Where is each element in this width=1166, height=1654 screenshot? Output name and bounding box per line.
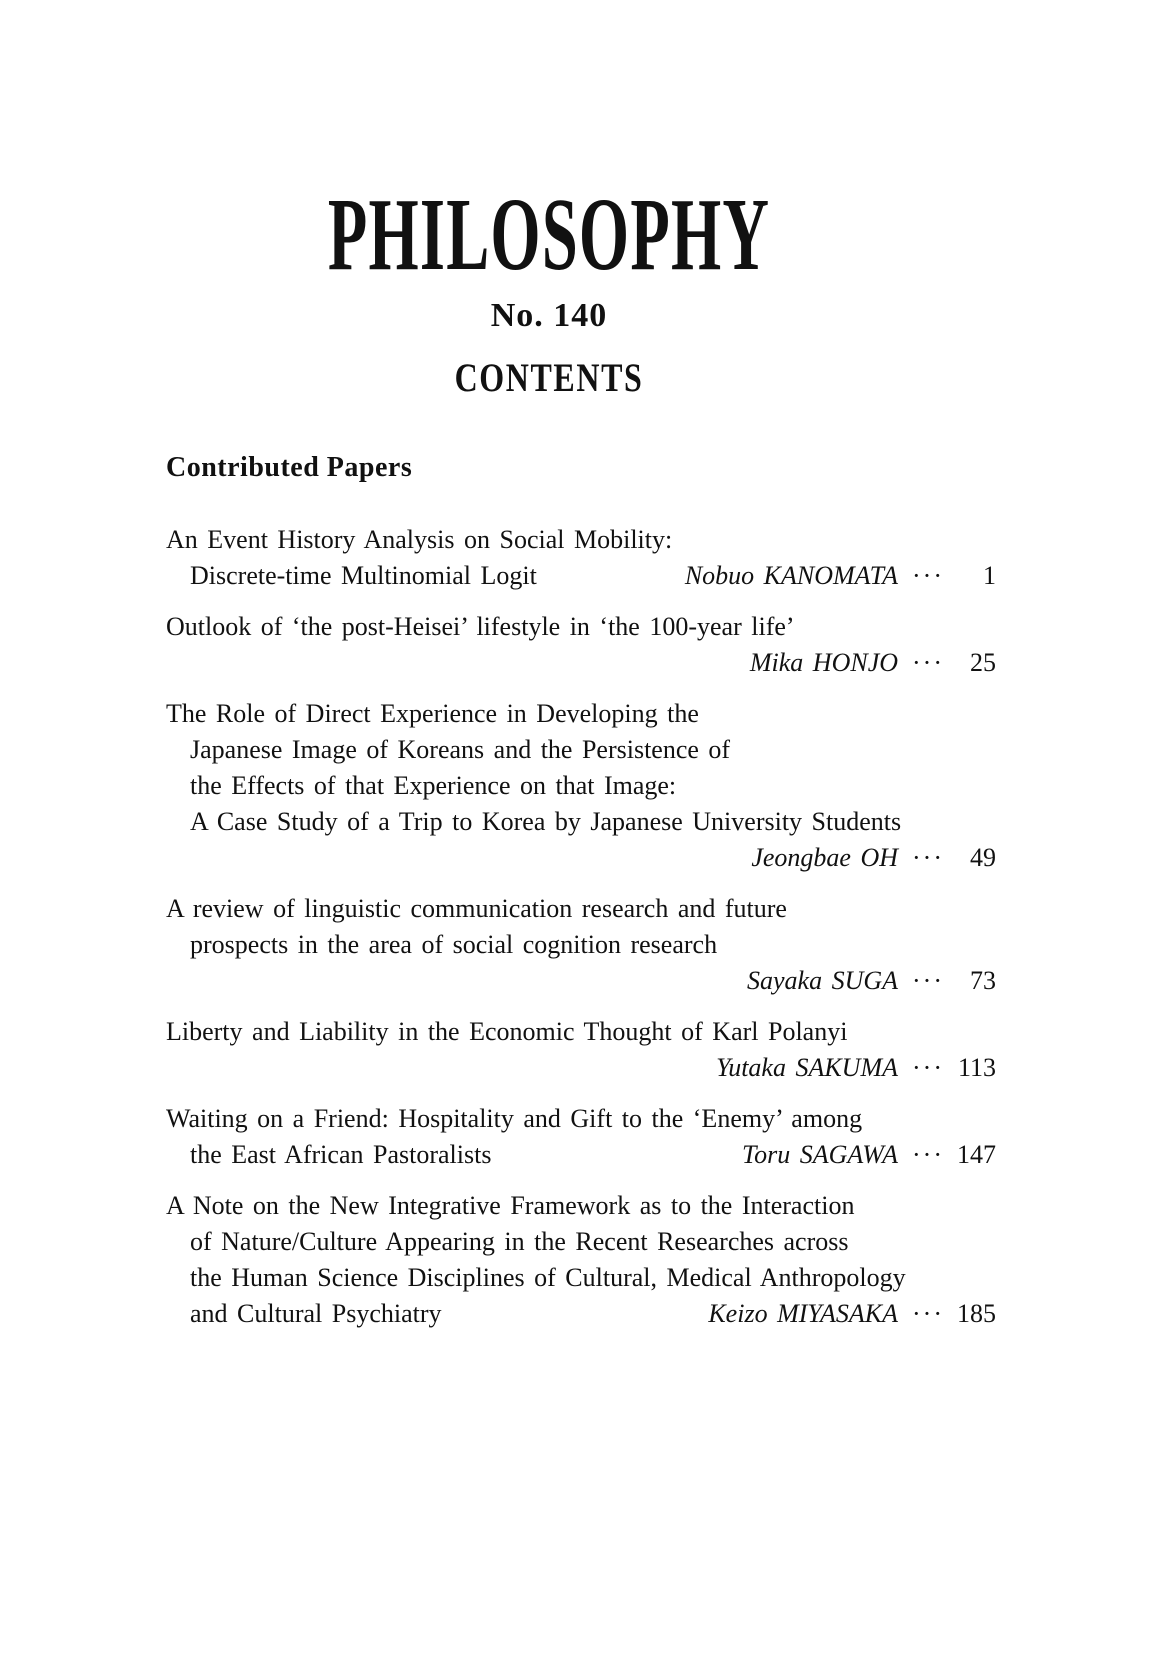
- author-name: Yutaka SAKUMA: [716, 1053, 899, 1082]
- journal-title: PHILOSOPHY: [327, 177, 771, 292]
- entry-title-text: the Effects of that Experience on that Image:: [190, 771, 677, 800]
- author-page-group: [685, 558, 996, 594]
- entry-title-text: the Human Science Disciplines of Cultural, Medical Anthropology: [190, 1263, 906, 1292]
- author-name: Mika HONJO: [749, 648, 899, 677]
- page-number: 147: [957, 1140, 996, 1169]
- toc-line: [166, 522, 996, 558]
- content-column: [166, 0, 996, 1332]
- toc-entry: [166, 696, 996, 876]
- table-of-contents: [166, 522, 996, 1332]
- toc-line: [166, 891, 996, 927]
- toc-line: [166, 1101, 996, 1137]
- toc-line: [166, 609, 996, 645]
- leader-dots: ···: [912, 1299, 944, 1328]
- entry-title-text: A Note on the New Integrative Framework as to the Interaction: [166, 1191, 855, 1220]
- toc-line: [166, 1260, 996, 1296]
- leader-dots: ···: [912, 648, 944, 677]
- toc-line: [166, 963, 996, 999]
- toc-line: [166, 804, 996, 840]
- toc-line: [166, 1050, 996, 1086]
- entry-title-text: The Role of Direct Experience in Developing the: [166, 699, 699, 728]
- entry-title-text: Discrete-time Multinomial Logit: [190, 561, 537, 590]
- leader-dots: ···: [912, 561, 944, 590]
- toc-line: [166, 1296, 996, 1332]
- author-page-group: [742, 1137, 996, 1173]
- contents-heading: CONTENTS: [454, 355, 644, 400]
- toc-line: [166, 1224, 996, 1260]
- page-number: 49: [970, 843, 996, 872]
- page-number: 113: [957, 1053, 996, 1082]
- page-number: 1: [983, 561, 996, 590]
- title-block: [166, 177, 996, 400]
- toc-line: [166, 1014, 996, 1050]
- entry-title-text: A Case Study of a Trip to Korea by Japanese University Students: [190, 807, 902, 836]
- section-heading: Contributed Papers: [166, 452, 413, 483]
- author-page-group: [716, 1050, 996, 1086]
- author-name: Jeongbae OH: [751, 843, 899, 872]
- toc-line: [166, 768, 996, 804]
- author-name: Nobuo KANOMATA: [684, 561, 899, 590]
- toc-entry: [166, 891, 996, 999]
- toc-entry: [166, 609, 996, 681]
- leader-dots: ···: [912, 843, 944, 872]
- leader-dots: ···: [912, 966, 944, 995]
- toc-line: [166, 927, 996, 963]
- toc-line: [166, 1137, 996, 1173]
- entry-title-text: A review of linguistic communication research and future: [166, 894, 787, 923]
- page-number: 25: [970, 648, 996, 677]
- entry-title-text: Waiting on a Friend: Hospitality and Gift to the ‘Enemy’ among: [166, 1104, 863, 1133]
- entry-title-text: of Nature/Culture Appearing in the Recent Researches across: [190, 1227, 849, 1256]
- page-number: 185: [957, 1299, 996, 1328]
- toc-entry: [166, 522, 996, 594]
- toc-line: [166, 1188, 996, 1224]
- author-page-group: [751, 840, 996, 876]
- author-name: Toru SAGAWA: [742, 1140, 899, 1169]
- toc-line: [166, 558, 996, 594]
- author-page-group: [750, 645, 996, 681]
- leader-dots: ···: [912, 1053, 944, 1082]
- author-page-group: [708, 1296, 996, 1332]
- author-page-group: [747, 963, 996, 999]
- entry-title-text: prospects in the area of social cognition research: [190, 930, 718, 959]
- author-name: Keizo MIYASAKA: [708, 1299, 899, 1328]
- toc-entry: [166, 1188, 996, 1332]
- page-number: 73: [970, 966, 996, 995]
- toc-line: [166, 696, 996, 732]
- entry-title-text: and Cultural Psychiatry: [190, 1299, 442, 1328]
- entry-title-text: Outlook of ‘the post-Heisei’ lifestyle in ‘the 100-year life’: [166, 612, 795, 641]
- entry-title-text: Japanese Image of Koreans and the Persistence of: [190, 735, 731, 764]
- toc-line: [166, 840, 996, 876]
- toc-line: [166, 732, 996, 768]
- issue-number: No. 140: [490, 297, 608, 334]
- author-name: Sayaka SUGA: [747, 966, 899, 995]
- toc-entry: [166, 1014, 996, 1086]
- toc-entry: [166, 1101, 996, 1173]
- entry-title-text: Liberty and Liability in the Economic Thought of Karl Polanyi: [166, 1017, 848, 1046]
- toc-line: [166, 645, 996, 681]
- entry-title-text: the East African Pastoralists: [190, 1140, 492, 1169]
- entry-title-text: An Event History Analysis on Social Mobility:: [166, 525, 673, 554]
- leader-dots: ···: [912, 1140, 944, 1169]
